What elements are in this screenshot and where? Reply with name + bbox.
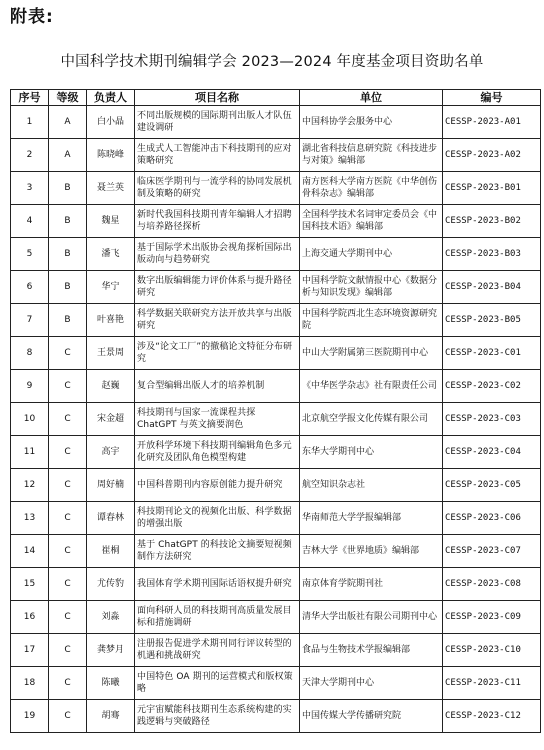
cell-lead: 胡骞 [87, 700, 135, 733]
cell-seq: 13 [11, 502, 49, 535]
cell-seq: 10 [11, 403, 49, 436]
table-row [11, 667, 541, 700]
cell-seq: 16 [11, 601, 49, 634]
table-row [11, 502, 541, 535]
cell-unit: 《中华医学杂志》社有限责任公司 [300, 370, 443, 403]
table-row [11, 172, 541, 205]
cell-unit: 中国科学院西北生态环境资源研究院 [300, 304, 443, 337]
cell-unit: 东华大学期刊中心 [300, 436, 443, 469]
cell-seq: 7 [11, 304, 49, 337]
cell-code: CESSP-2023-B04 [443, 271, 541, 304]
cell-lead: 谭春林 [87, 502, 135, 535]
cell-grade: C [49, 337, 87, 370]
table-row [11, 337, 541, 370]
header-seq: 序号 [11, 90, 49, 106]
cell-lead: 陈曦 [87, 667, 135, 700]
cell-grade: B [49, 172, 87, 205]
cell-grade: B [49, 271, 87, 304]
cell-unit: 航空知识杂志社 [300, 469, 443, 502]
cell-unit: 中国科学院文献情报中心《数据分析与知识发现》编辑部 [300, 271, 443, 304]
cell-grade: C [49, 700, 87, 733]
table-row [11, 271, 541, 304]
cell-lead: 王景周 [87, 337, 135, 370]
cell-project: 基于 ChatGPT 的科技论文摘要短视频制作方法研究 [135, 535, 300, 568]
cell-project: 科技期刊与国家一流课程共探 ChatGPT 与英文摘要润色 [135, 403, 300, 436]
cell-project: 数字出版编辑能力评价体系与提升路径研究 [135, 271, 300, 304]
cell-project: 面向科研人员的科技期刊高质量发展目标和措施调研 [135, 601, 300, 634]
cell-unit: 食品与生物技术学报编辑部 [300, 634, 443, 667]
cell-grade: B [49, 304, 87, 337]
cell-grade: C [49, 601, 87, 634]
cell-unit: 华南师范大学学报编辑部 [300, 502, 443, 535]
cell-unit: 中国传媒大学传播研究院 [300, 700, 443, 733]
document-title: 中国科学技术期刊编辑学会 2023—2024 年度基金项目资助名单 [60, 54, 484, 70]
cell-grade: B [49, 238, 87, 271]
cell-project: 我国体育学术期刊国际话语权提升研究 [135, 568, 300, 601]
appendix-label: 附表: [10, 7, 54, 27]
cell-grade: A [49, 106, 87, 139]
cell-grade: C [49, 502, 87, 535]
cell-project: 临床医学期刊与一流学科的协同发展机制及策略的研究 [135, 172, 300, 205]
cell-code: CESSP-2023-C02 [443, 370, 541, 403]
table-row [11, 700, 541, 733]
cell-project: 生成式人工智能冲击下科技期刊的应对策略研究 [135, 139, 300, 172]
cell-lead: 赵巍 [87, 370, 135, 403]
cell-seq: 3 [11, 172, 49, 205]
cell-code: CESSP-2023-C04 [443, 436, 541, 469]
cell-project: 复合型编辑出版人才的培养机制 [135, 370, 300, 403]
cell-lead: 尤传豹 [87, 568, 135, 601]
header-lead: 负责人 [87, 90, 135, 106]
cell-lead: 龚梦月 [87, 634, 135, 667]
cell-seq: 12 [11, 469, 49, 502]
cell-lead: 魏星 [87, 205, 135, 238]
cell-unit: 南京体育学院期刊社 [300, 568, 443, 601]
cell-lead: 高宇 [87, 436, 135, 469]
cell-grade: C [49, 469, 87, 502]
table-row [11, 139, 541, 172]
cell-lead: 周好楠 [87, 469, 135, 502]
cell-project: 中国科普期刊内容原创能力提升研究 [135, 469, 300, 502]
cell-grade: C [49, 667, 87, 700]
table-row [11, 568, 541, 601]
cell-unit: 清华大学出版社有限公司期刊中心 [300, 601, 443, 634]
cell-seq: 5 [11, 238, 49, 271]
table-row [11, 535, 541, 568]
table-row [11, 304, 541, 337]
cell-unit: 湖北省科技信息研究院《科技进步与对策》编辑部 [300, 139, 443, 172]
cell-seq: 15 [11, 568, 49, 601]
cell-unit: 天津大学期刊中心 [300, 667, 443, 700]
cell-project: 不同出版规模的国际期刊出版人才队伍建设调研 [135, 106, 300, 139]
cell-lead: 华宁 [87, 271, 135, 304]
table-row [11, 238, 541, 271]
cell-project: 注册报告促进学术期刊同行评议转型的机遇和挑战研究 [135, 634, 300, 667]
table-body [11, 106, 541, 733]
cell-seq: 14 [11, 535, 49, 568]
cell-code: CESSP-2023-A01 [443, 106, 541, 139]
table-row [11, 370, 541, 403]
cell-code: CESSP-2023-C12 [443, 700, 541, 733]
cell-code: CESSP-2023-C11 [443, 667, 541, 700]
cell-grade: B [49, 205, 87, 238]
cell-lead: 宋金超 [87, 403, 135, 436]
cell-lead: 白小晶 [87, 106, 135, 139]
cell-lead: 崔桐 [87, 535, 135, 568]
cell-seq: 18 [11, 667, 49, 700]
cell-lead: 叶喜艳 [87, 304, 135, 337]
cell-unit: 南方医科大学南方医院《中华创伤骨科杂志》编辑部 [300, 172, 443, 205]
cell-seq: 1 [11, 106, 49, 139]
cell-lead: 潘飞 [87, 238, 135, 271]
table-row [11, 601, 541, 634]
cell-unit: 吉林大学《世界地质》编辑部 [300, 535, 443, 568]
cell-grade: A [49, 139, 87, 172]
cell-project: 新时代我国科技期刊青年编辑人才招聘与培养路径探析 [135, 205, 300, 238]
cell-unit: 中国科协学会服务中心 [300, 106, 443, 139]
cell-code: CESSP-2023-C07 [443, 535, 541, 568]
header-grade: 等级 [49, 90, 87, 106]
cell-lead: 陈晓峰 [87, 139, 135, 172]
cell-code: CESSP-2023-C10 [443, 634, 541, 667]
cell-grade: C [49, 634, 87, 667]
table-row [11, 634, 541, 667]
cell-grade: C [49, 370, 87, 403]
table-header-row [11, 90, 541, 106]
cell-unit: 全国科学技术名词审定委员会《中国科技术语》编辑部 [300, 205, 443, 238]
header-code: 编号 [443, 90, 541, 106]
header-project: 项目名称 [135, 90, 300, 106]
cell-code: CESSP-2023-B02 [443, 205, 541, 238]
table-row [11, 106, 541, 139]
cell-unit: 北京航空学报文化传媒有限公司 [300, 403, 443, 436]
cell-project: 中国特色 OA 期刊的运营模式和版权策略 [135, 667, 300, 700]
cell-lead: 刘淼 [87, 601, 135, 634]
cell-code: CESSP-2023-B05 [443, 304, 541, 337]
cell-unit: 上海交通大学期刊中心 [300, 238, 443, 271]
cell-code: CESSP-2023-C08 [443, 568, 541, 601]
cell-seq: 19 [11, 700, 49, 733]
grant-table [10, 89, 541, 733]
cell-code: CESSP-2023-B03 [443, 238, 541, 271]
cell-code: CESSP-2023-C06 [443, 502, 541, 535]
cell-project: 科学数据关联研究方法开放共享与出版研究 [135, 304, 300, 337]
cell-project: 涉及“论文工厂”的撤稿论文特征分布研究 [135, 337, 300, 370]
table-row [11, 403, 541, 436]
table-row [11, 436, 541, 469]
cell-seq: 8 [11, 337, 49, 370]
cell-project: 基于国际学术出版协会视角探析国际出版动向与趋势研究 [135, 238, 300, 271]
cell-unit: 中山大学附属第三医院期刊中心 [300, 337, 443, 370]
cell-code: CESSP-2023-C05 [443, 469, 541, 502]
cell-seq: 6 [11, 271, 49, 304]
cell-code: CESSP-2023-C01 [443, 337, 541, 370]
cell-grade: C [49, 535, 87, 568]
cell-code: CESSP-2023-C09 [443, 601, 541, 634]
table-row [11, 205, 541, 238]
cell-grade: C [49, 436, 87, 469]
cell-seq: 11 [11, 436, 49, 469]
cell-lead: 聂兰英 [87, 172, 135, 205]
cell-project: 元宇宙赋能科技期刊生态系统构建的实践逻辑与突破路径 [135, 700, 300, 733]
cell-seq: 9 [11, 370, 49, 403]
cell-seq: 17 [11, 634, 49, 667]
cell-code: CESSP-2023-A02 [443, 139, 541, 172]
table-row [11, 469, 541, 502]
cell-project: 开放科学环境下科技期刊编辑角色多元化研究及团队角色模型构建 [135, 436, 300, 469]
cell-seq: 4 [11, 205, 49, 238]
cell-grade: C [49, 403, 87, 436]
cell-code: CESSP-2023-B01 [443, 172, 541, 205]
cell-grade: C [49, 568, 87, 601]
cell-code: CESSP-2023-C03 [443, 403, 541, 436]
header-unit: 单位 [300, 90, 443, 106]
cell-seq: 2 [11, 139, 49, 172]
cell-project: 科技期刊论文的视频化出版、科学数据的增强出版 [135, 502, 300, 535]
